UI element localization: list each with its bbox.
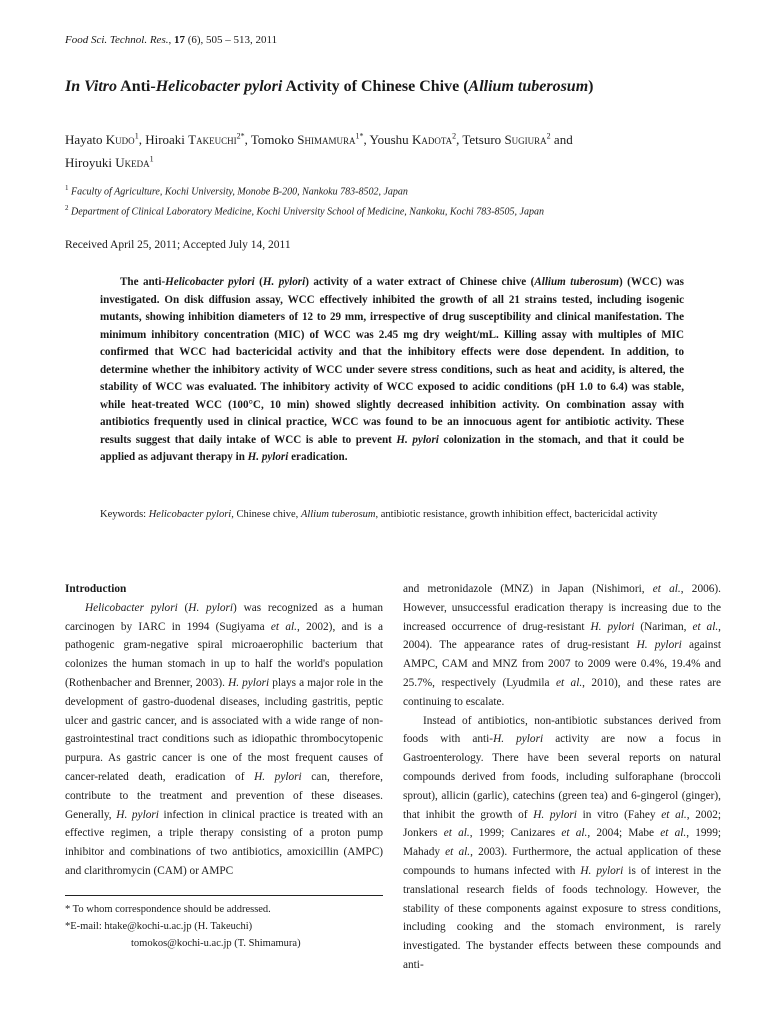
body-text: H. pylori xyxy=(533,808,577,821)
author xyxy=(65,132,145,147)
author-surname: Kudo xyxy=(105,132,135,148)
affiliation-2 xyxy=(65,204,544,217)
abstract-text: colonization in the stomach, and that it could be applied as adjuvant therapy in xyxy=(100,433,684,463)
author-separator: , xyxy=(363,132,370,148)
keyword: , Chinese chive, xyxy=(231,509,301,520)
affiliation-text: Faculty of Agriculture, Kochi University, Monobe B-200, Nankoku 783-8502, Japan xyxy=(71,186,408,198)
title-part: In Vitro xyxy=(65,78,118,95)
body-text: H. pylori xyxy=(228,676,270,689)
footnote-divider xyxy=(65,895,383,896)
author xyxy=(251,132,370,147)
body-text: et al. xyxy=(561,827,588,840)
abstract-text: eradication. xyxy=(288,451,348,463)
author xyxy=(462,132,572,147)
body-text: , 2004). The appearance rates of drug-resistant xyxy=(403,620,721,652)
body-text: , 2002; Jonkers xyxy=(403,808,722,840)
keyword: Helicobacter pylori xyxy=(148,509,232,520)
body-text: et al. xyxy=(443,827,470,840)
author-separator: , xyxy=(456,132,463,148)
body-text: plays a major role in the development of gastro-duodenal diseases, including gastritis, peptic ulcer and gastric cancer, and is associated with a wide range of non-gastrointestinal tract conditions such as idiopathic thrombocytopenic purpura. As gastric cancer is one of the most frequent causes of cancer-related death, eradication of xyxy=(65,676,383,783)
author-affiliation-mark: 1* xyxy=(355,132,364,141)
abstract-text: Helicobacter pylori xyxy=(165,276,255,288)
body-text: , 2002), and is a pathogenic gram-negative spiral microaerophilic bacterium that colonizes the human stomach in up to half the world's population (Rothenbacher and Brenner, 2003). xyxy=(65,620,383,689)
abstract-text: ) (WCC) was investigated. On disk diffusion assay, WCC effectively inhibited the growth of all 21 strains tested, including isogenic mutants, showing inhibition diameters of 12 to 29 mm, irrespective of drug susceptibility and clinical manifestation. The minimum inhibitory concentration (MIC) of WCC was 2.45 mg dry weight/mL. Killing assay with multiples of MIC confirmed that WCC had bactericidal activity and that the inhibitory effects were dose dependent. In addition, to determine whether the inhibitory activity of WCC under severe stress conditions, such as heat and acidity, is altered, the stability of WCC was evaluated. The inhibitory activity of WCC exposed to acidic conditions (pH 1.0 to 6.4) was stable, while heat-treated WCC (100°C, 10 min) showed slightly decreased inhibition activity. On combination assay with antibiotics frequently used in clinical practice, WCC was found to be an innocuous agent for antibiotic activity. These results suggest that daily intake of WCC is able to prevent xyxy=(100,276,684,446)
body-text: H. pylori xyxy=(636,639,682,652)
abstract-text: H. pylori xyxy=(262,276,306,288)
author-first-name: Tetsuro xyxy=(462,132,505,148)
author-first-name: Hiroaki xyxy=(145,132,189,148)
affiliation-1 xyxy=(65,184,408,197)
journal-volume: 17 xyxy=(173,34,185,46)
author-surname: Sugiura xyxy=(504,132,547,148)
author-separator: and xyxy=(550,132,573,148)
author-affiliation-mark: 2 xyxy=(546,132,551,141)
author xyxy=(65,155,154,170)
title-part: Helicobacter pylori xyxy=(155,78,283,95)
body-column-right xyxy=(403,580,721,975)
author-first-name: Youshu xyxy=(369,132,412,148)
author xyxy=(145,132,251,147)
body-column-left xyxy=(65,580,383,881)
body-text: ) was recognized as a human carcinogen by IARC in 1994 (Sugiyama xyxy=(65,601,383,633)
body-text: and metronidazole (MNZ) in Japan (Nishimori, xyxy=(403,583,653,595)
body-text: activity are now a focus in Gastroenterology. There have been several reports on natural compounds derived from foods, including sulforaphane (broccoli sprout), allicin (garlic), catechins (green tea) and 6-gingerol (ginger), that inhibit the growth of xyxy=(403,733,722,821)
abstract-text: ) activity of a water extract of Chinese chive ( xyxy=(305,276,535,288)
affiliation-mark: 1 xyxy=(65,184,69,192)
author-first-name: Tomoko xyxy=(250,132,298,148)
body-text: et al. xyxy=(661,808,687,821)
title-part: Allium tuberosum xyxy=(468,78,589,95)
keywords-label: Keywords: xyxy=(100,509,149,520)
body-text: H. pylori xyxy=(188,601,234,614)
footnote-email-2: tomokos@kochi-u.ac.jp (T. Shimamura) xyxy=(131,938,301,949)
abstract-text: H. pylori xyxy=(247,451,289,463)
body-text: , 2003). Furthermore, the actual application of these compounds to humans infected with xyxy=(403,846,722,877)
body-text: Instead of antibiotics, non-antibiotic substances derived from foods with anti- xyxy=(403,714,721,746)
body-text: et al. xyxy=(555,676,583,689)
author-first-name: Hayato xyxy=(65,132,106,148)
body-text: against AMPC, CAM and MNZ from 2007 to 2009 were 0.4%, 19.4% and 25.7%, respectively (Lyudmila xyxy=(403,639,721,689)
body-text: , 2006). However, unsuccessful eradication therapy is increasing due to the increased occurrence of drug-resistant xyxy=(403,583,721,633)
affiliation-text: Department of Clinical Laboratory Medicine, Kochi University School of Medicine, Nankoku, Kochi 783-8505, Japan xyxy=(71,206,544,218)
abstract-text: Allium tuberosum xyxy=(534,276,619,288)
author-surname: Shimamura xyxy=(297,132,356,148)
body-text: H. pylori xyxy=(493,733,544,746)
title-part: Anti- xyxy=(117,78,156,95)
keywords xyxy=(100,507,686,522)
body-text: et al. xyxy=(692,620,719,633)
body-text: , 2010), and these rates are continuing to escalate. xyxy=(403,676,721,708)
body-text: is of interest in the translational research fields of foods technology. However, the stability of these components against exposure to stress conditions, including cooking and the stomach environment, is rarely investigated. The bystander effects between these compounds and anti- xyxy=(403,864,722,971)
paragraph xyxy=(403,712,721,975)
section-heading: Introduction xyxy=(65,583,127,595)
body-text: ( xyxy=(177,601,189,614)
body-text: et al. xyxy=(445,846,471,859)
author-separator: , xyxy=(138,132,146,148)
body-text: et al. xyxy=(270,620,297,633)
author-list xyxy=(65,127,705,172)
body-text: et al. xyxy=(652,583,681,595)
author xyxy=(370,132,463,147)
journal-issue-pages: (6), 505 – 513, 2011 xyxy=(184,34,278,46)
body-text: , 2004; Mabe xyxy=(587,827,661,840)
body-text: et al. xyxy=(660,827,687,840)
journal-name: Food Sci. Technol. Res. xyxy=(65,34,169,46)
keyword: , antibiotic resistance, growth inhibition effect, bactericidal activity xyxy=(375,509,658,520)
title-part: Activity of Chinese Chive ( xyxy=(282,78,469,95)
paragraph xyxy=(65,599,383,881)
author-surname: Ukeda xyxy=(115,154,150,170)
body-text: can, therefore, contribute to the treatment and prevention of these diseases. Generally, xyxy=(65,770,383,821)
title-part: ) xyxy=(588,78,594,95)
body-text: in vitro (Fahey xyxy=(576,808,662,821)
body-text: H. pylori xyxy=(254,770,302,783)
author-first-name: Hiroyuki xyxy=(65,154,116,170)
abstract-text: H. pylori xyxy=(396,433,439,446)
paragraph xyxy=(403,580,721,712)
body-text: Helicobacter pylori xyxy=(85,601,178,614)
abstract-text: ( xyxy=(254,276,263,288)
abstract xyxy=(100,274,684,467)
author-surname: Kadota xyxy=(411,132,453,148)
body-text: infection in clinical practice is treated with an effective regimen, a triple therapy consisting of a proton pump inhibitor and combinations of two antibiotics, amoxicillin (AMPC) and clarithromycin (CAM) or AMPC xyxy=(65,808,384,877)
footnote-correspondence: * To whom correspondence should be addressed. xyxy=(65,904,271,915)
keyword: Allium tuberosum xyxy=(300,509,376,520)
author-separator: , xyxy=(244,132,251,148)
footnote-email-1: *E-mail: htake@kochi-u.ac.jp (H. Takeuchi) xyxy=(65,921,253,932)
paper-title xyxy=(65,78,725,96)
body-text: H. pylori xyxy=(116,808,159,821)
author-affiliation-mark: 1 xyxy=(149,154,154,164)
journal-citation: Food Sci. Technol. Res., 17 (6), 505 – 513, 2011 xyxy=(65,34,278,46)
author-affiliation-mark: 2* xyxy=(236,132,245,141)
body-text: (Nariman, xyxy=(634,620,693,633)
footnotes xyxy=(65,901,383,952)
author-affiliation-mark: 1 xyxy=(134,132,139,141)
body-text: H. pylori xyxy=(580,864,624,877)
abstract-text: The anti- xyxy=(120,276,166,288)
author-affiliation-mark: 2 xyxy=(452,132,457,141)
body-text: H. pylori xyxy=(590,620,635,633)
affiliation-mark: 2 xyxy=(65,204,69,212)
received-dates: Received April 25, 2011; Accepted July 14, 2011 xyxy=(65,239,291,251)
body-text: , 1999; Mahady xyxy=(403,827,721,859)
author-surname: Takeuchi xyxy=(188,132,237,148)
body-text: , 1999; Canizares xyxy=(469,827,562,840)
